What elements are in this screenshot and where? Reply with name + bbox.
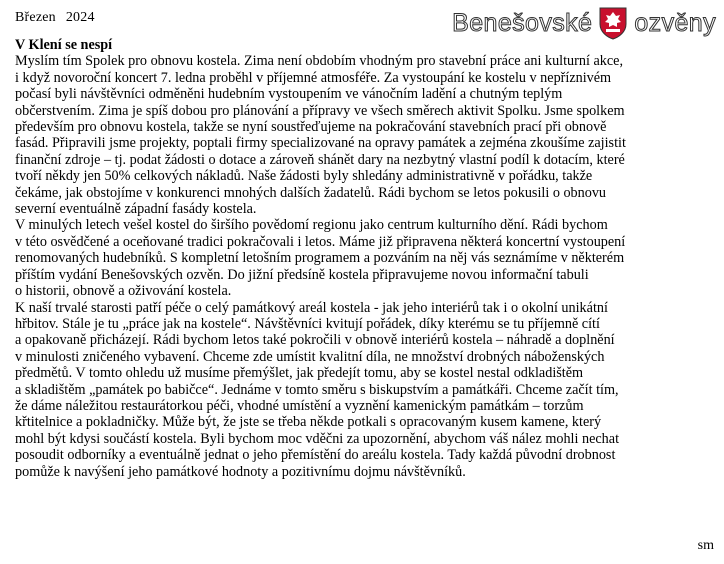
text-line: v této osvědčené a oceňované tradici pokračovali i letos. Máme již připravena některá koncertní vystoupení <box>15 233 626 250</box>
text-line: posoudit odborníky a eventuálně jednat o jeho přemístění do areálu kostela. Tady každá původní drobnost <box>15 447 616 464</box>
text-line: V minulých letech vešel kostel do širšího povědomí regionu jako centrum kulturního dění. Rádi bychom <box>15 217 608 234</box>
text-line: K naší trvalé starosti patří péče o celý památkový areál kostela - jak jeho interiérů tak i o okolní unikátní <box>15 299 608 316</box>
benesov-coat-of-arms-icon <box>598 6 628 40</box>
text-line: občerstvením. Zima je spíš dobou pro plánování a přípravy ve všech směrech aktivit Spolku. Jsme spolkem <box>15 102 625 119</box>
text-line: severní eventuálně západní fasády kostela. <box>15 201 257 218</box>
text-line: finanční zdroje – tj. podat žádosti o dotace a zároveň shánět dary na nezbytný vlastní podíl k dotacím, které <box>15 151 625 168</box>
text-line: v minulosti zničeného vybavení. Chceme zde umístit kvalitní díla, ne množství drobných náboženských <box>15 348 605 365</box>
issue-year: 2024 <box>65 10 95 25</box>
article-title: V Klení se nespí <box>15 37 113 53</box>
newsletter-logo <box>452 6 716 40</box>
text-line: o historii, obnově a oživování kostela. <box>15 283 232 300</box>
issue-month: Březen <box>15 10 56 25</box>
text-line: že dáme náležitou restaurátorkou péči, vhodné umístění a vyznění kamenickým památkám – torzům <box>15 397 584 414</box>
text-line: renomovaných hudebníků. S kompletní letošním programem a pozváním na něj vás seznámíme v některém <box>15 250 625 267</box>
article <box>15 37 715 480</box>
article-paragraph-3 <box>15 300 715 480</box>
author-signature: sm <box>697 538 714 553</box>
text-line: křtitelnice a pokladničky. Může být, že jste se třeba někde potkali s opracovaným kusem kamene, který <box>15 414 602 431</box>
issue-date <box>15 10 95 26</box>
article-paragraph-1 <box>15 53 715 217</box>
page-header <box>0 0 724 40</box>
article-paragraph-2 <box>15 217 715 299</box>
text-line: příštím vydání Benešovských ozvěn. Do jižní předsíně kostela připravujeme novou informační tabuli <box>15 266 589 283</box>
text-line: především pro obnovu kostela, takže se nyní soustřeďujeme na pokračování stavebních prací při obnově <box>15 119 607 136</box>
text-line: počasí byli návštěvníci odměněni hudebním vystoupením ve vánočním ladění a chutným teplým <box>15 86 563 103</box>
text-line: mohl být kdysi součástí kostela. Byli bychom moc vděčni za upozornění, abychom váš nález mohli nechat <box>15 430 620 447</box>
text-line: hřbitov. Stále je tu „práce jak na kostele“. Návštěvníci kvitují pořádek, díky kterému se tu příjemně cítí <box>15 315 600 332</box>
logo-word-right: ozvěny <box>634 8 716 37</box>
text-line: i když novoroční koncert 7. ledna proběhl v příjemné atmosféře. Za vystoupání ke kostelu v nepříznivém <box>15 69 612 86</box>
text-line: pomůže k navýšení jeho památkové hodnoty a pozitivnímu dojmu návštěvníků. <box>15 463 466 480</box>
text-line: Myslím tím Spolek pro obnovu kostela. Zima není obdobím vhodným pro stavební práce ani kulturní akce, <box>15 53 623 70</box>
text-line: předmětů. V tomto ohledu už musíme přemýšlet, jak předejít tomu, aby se kostel nestal odkladištěm <box>15 365 584 382</box>
text-line: a opakovaně přicházejí. Rádi bychom letos také pokročili v obnově interiérů kostela – náhradě a doplnění <box>15 332 615 349</box>
text-line: čekáme, jak obstojíme v konkurenci mnohých dalších žadatelů. Rádi bychom se letos pokusili o obnovu <box>15 184 607 201</box>
logo-word-left: Benešovské <box>452 8 593 37</box>
text-line: a skladištěm „památek po babičce“. Jednáme v tomto směru s biskupstvím a památkáři. Chceme začít tím, <box>15 381 619 398</box>
text-line: fasád. Připravili jsme projekty, poptali firmy specializované na opravy památek a zejména zkoušíme zajistit <box>15 135 626 152</box>
text-line: tvoří někdy jen 50% celkových nákladů. Naše žádosti byly shledány administrativně v pořádku, takže <box>15 168 593 185</box>
